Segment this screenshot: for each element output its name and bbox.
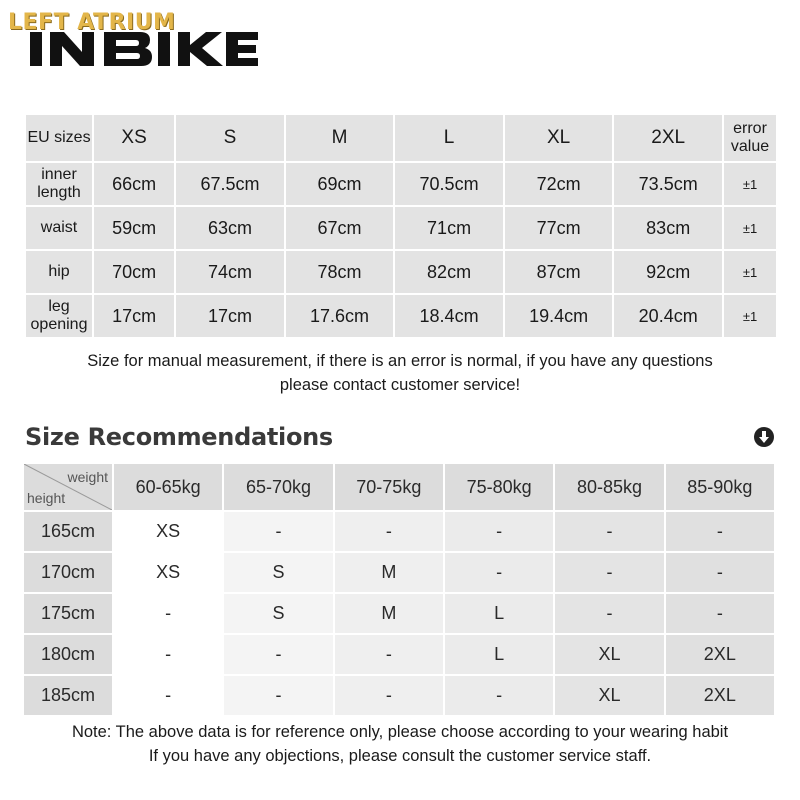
table-row — [26, 295, 776, 337]
size-cell: - — [335, 512, 445, 553]
download-circle-icon[interactable] — [753, 426, 775, 448]
table-cell: 70.5cm — [395, 163, 503, 205]
weight-header: 75-80kg — [445, 464, 555, 512]
row-label-hip: hip — [26, 251, 92, 293]
size-cell: - — [114, 635, 224, 676]
table-cell: 19.4cm — [505, 295, 613, 337]
table-cell: 83cm — [614, 207, 722, 249]
table-cell: 66cm — [94, 163, 174, 205]
size-cell: XS — [114, 512, 224, 553]
size-cell: S — [224, 553, 334, 594]
table-cell: 71cm — [395, 207, 503, 249]
table-cell: 18.4cm — [395, 295, 503, 337]
table-cell: 69cm — [286, 163, 394, 205]
height-label: 170cm — [24, 553, 114, 594]
weight-header: 80-85kg — [555, 464, 665, 512]
size-cell: - — [114, 594, 224, 635]
reference-note-line-2: If you have any objections, please consult the customer service staff. — [148, 747, 652, 765]
table-cell: 78cm — [286, 251, 394, 293]
header-size-s: S — [176, 115, 284, 161]
table-cell: 17.6cm — [286, 295, 394, 337]
table-row — [26, 207, 776, 249]
row-label-leg-opening: leg opening — [26, 295, 92, 337]
table-cell: 67cm — [286, 207, 394, 249]
weight-header: 60-65kg — [114, 464, 224, 512]
height-label: 185cm — [24, 676, 114, 717]
row-label-inner-length: inner length — [26, 163, 92, 205]
size-cell: - — [555, 512, 665, 553]
recommendation-header-row — [24, 464, 776, 512]
watermark-text: LEFT ATRIUM — [8, 10, 176, 35]
weight-header: 70-75kg — [335, 464, 445, 512]
height-label: 180cm — [24, 635, 114, 676]
table-row — [26, 163, 776, 205]
table-row — [24, 594, 776, 635]
table-cell: 72cm — [505, 163, 613, 205]
size-cell: - — [335, 635, 445, 676]
error-cell: ±1 — [724, 295, 776, 337]
size-cell: - — [224, 676, 334, 717]
table-cell: 20.4cm — [614, 295, 722, 337]
size-cell: - — [555, 594, 665, 635]
size-cell: L — [445, 635, 555, 676]
table-cell: 73.5cm — [614, 163, 722, 205]
corner-cell — [24, 464, 114, 512]
table-cell: 82cm — [395, 251, 503, 293]
table-cell: 17cm — [176, 295, 284, 337]
error-cell: ±1 — [724, 251, 776, 293]
header-error-value: error value — [724, 115, 776, 161]
table-cell: 63cm — [176, 207, 284, 249]
table-cell: 59cm — [94, 207, 174, 249]
section-title: Size Recommendations — [25, 423, 333, 451]
measurement-note — [0, 349, 800, 397]
size-cell: 2XL — [666, 635, 776, 676]
size-cell: - — [335, 676, 445, 717]
weight-header: 85-90kg — [666, 464, 776, 512]
table-row — [24, 512, 776, 553]
error-cell: ±1 — [724, 207, 776, 249]
table-cell: 92cm — [614, 251, 722, 293]
table-row — [26, 251, 776, 293]
table-row — [24, 676, 776, 717]
size-cell: - — [666, 553, 776, 594]
size-cell: XL — [555, 635, 665, 676]
size-cell: - — [445, 553, 555, 594]
size-recommendation-table — [24, 464, 776, 717]
size-chart-header-row — [26, 115, 776, 161]
header-size-xl: XL — [505, 115, 613, 161]
height-label: 165cm — [24, 512, 114, 553]
table-cell: 17cm — [94, 295, 174, 337]
row-label-waist: waist — [26, 207, 92, 249]
size-cell: - — [555, 553, 665, 594]
header-eu-sizes: EU sizes — [26, 115, 92, 161]
size-cell: M — [335, 594, 445, 635]
size-cell: - — [224, 635, 334, 676]
table-row — [24, 553, 776, 594]
size-cell: XL — [555, 676, 665, 717]
size-cell: - — [445, 676, 555, 717]
reference-note-line-1: Note: The above data is for reference only, please choose according to your wearing habit — [71, 723, 729, 741]
measurement-note-line-1: Size for manual measurement, if there is an error is normal, if you have any questions — [87, 352, 713, 370]
header-size-2xl: 2XL — [614, 115, 722, 161]
header-size-l: L — [395, 115, 503, 161]
corner-height-label: height — [27, 490, 66, 506]
table-cell: 77cm — [505, 207, 613, 249]
table-cell: 74cm — [176, 251, 284, 293]
size-chart-table — [24, 113, 778, 339]
size-cell: - — [666, 512, 776, 553]
size-cell: - — [445, 512, 555, 553]
corner-weight-label: weight — [67, 469, 108, 485]
table-row — [24, 635, 776, 676]
size-cell: XS — [114, 553, 224, 594]
header-size-xs: XS — [94, 115, 174, 161]
header-size-m: M — [286, 115, 394, 161]
size-cell: 2XL — [666, 676, 776, 717]
size-cell: - — [224, 512, 334, 553]
reference-note — [0, 720, 800, 768]
table-cell: 67.5cm — [176, 163, 284, 205]
weight-header: 65-70kg — [224, 464, 334, 512]
measurement-note-line-2: please contact customer service! — [279, 376, 521, 394]
size-cell: L — [445, 594, 555, 635]
height-label: 175cm — [24, 594, 114, 635]
table-cell: 70cm — [94, 251, 174, 293]
table-cell: 87cm — [505, 251, 613, 293]
size-cell: - — [666, 594, 776, 635]
size-cell: - — [114, 676, 224, 717]
error-cell: ±1 — [724, 163, 776, 205]
size-cell: M — [335, 553, 445, 594]
size-cell: S — [224, 594, 334, 635]
